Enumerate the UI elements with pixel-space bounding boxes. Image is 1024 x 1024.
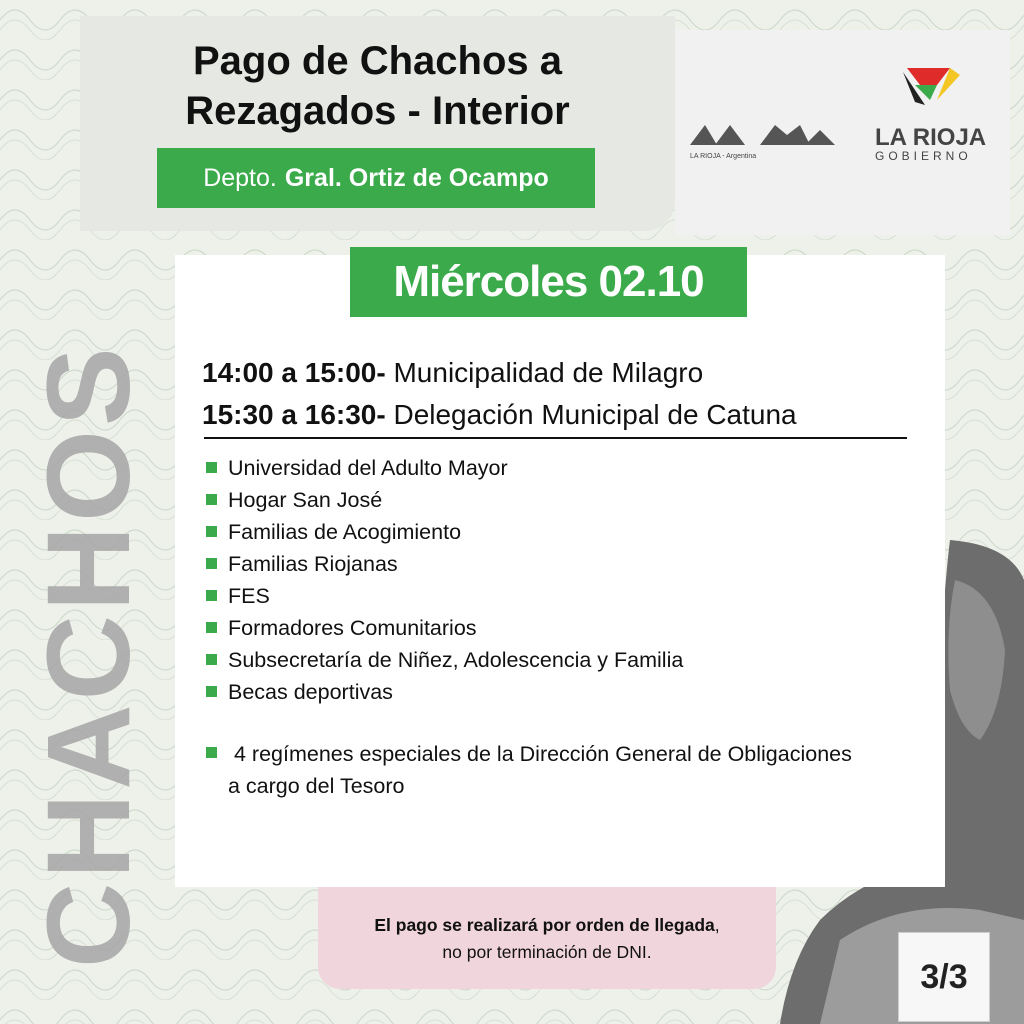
title-line-2: Rezagados - Interior (185, 89, 570, 133)
payment-note (318, 912, 776, 966)
note-comma: , (714, 915, 720, 935)
depto-name: Gral. Ortiz de Ocampo (284, 163, 549, 192)
la-rioja-sub: LA RIOJA - Argentina (690, 153, 757, 160)
list-item: Familias Riojanas (206, 548, 683, 580)
schedule-place: Delegación Municipal de Catuna (393, 399, 797, 430)
note-bold: El pago se realizará por orden de llegada (374, 915, 715, 935)
gobierno-logo (875, 68, 986, 163)
logos-panel (675, 30, 1010, 235)
gov-line-1: LA RIOJA (875, 124, 987, 151)
day-badge: Miércoles 02.10 (350, 247, 747, 317)
side-watermark-text: CHACHOS (23, 343, 155, 968)
schedule-row (202, 352, 797, 394)
divider (204, 437, 907, 439)
schedule-place: Municipalidad de Milagro (393, 357, 704, 388)
list-item: Subsecretaría de Niñez, Adolescencia y Familia (206, 644, 683, 676)
special-regimes-item (206, 738, 948, 802)
schedule-block (202, 352, 797, 436)
depto-prefix: Depto. (203, 163, 277, 192)
schedule-time: 15:30 a 16:30- (202, 399, 386, 430)
beneficiaries-list (206, 452, 683, 708)
list-item: Hogar San José (206, 484, 683, 516)
list-item: Universidad del Adulto Mayor (206, 452, 683, 484)
la-rioja-brand-logo (690, 125, 835, 160)
gov-line-2: GOBIERNO (875, 149, 972, 163)
list-item: Formadores Comunitarios (206, 612, 683, 644)
page-title (80, 36, 675, 136)
title-line-1: Pago de Chachos a (193, 39, 562, 83)
schedule-row (202, 394, 797, 436)
schedule-time: 14:00 a 15:00- (202, 357, 386, 388)
list-item: Becas deportivas (206, 676, 683, 708)
department-badge (157, 148, 595, 208)
page-indicator: 3/3 (898, 932, 990, 1022)
list-item: FES (206, 580, 683, 612)
logos-svg (675, 30, 1010, 235)
special-line-1: 4 regímenes especiales de la Dirección General de Obligaciones (234, 742, 852, 766)
special-line-2: a cargo del Tesoro (228, 774, 405, 798)
list-item: Familias de Acogimiento (206, 516, 683, 548)
note-rest: no por terminación de DNI. (442, 942, 652, 962)
